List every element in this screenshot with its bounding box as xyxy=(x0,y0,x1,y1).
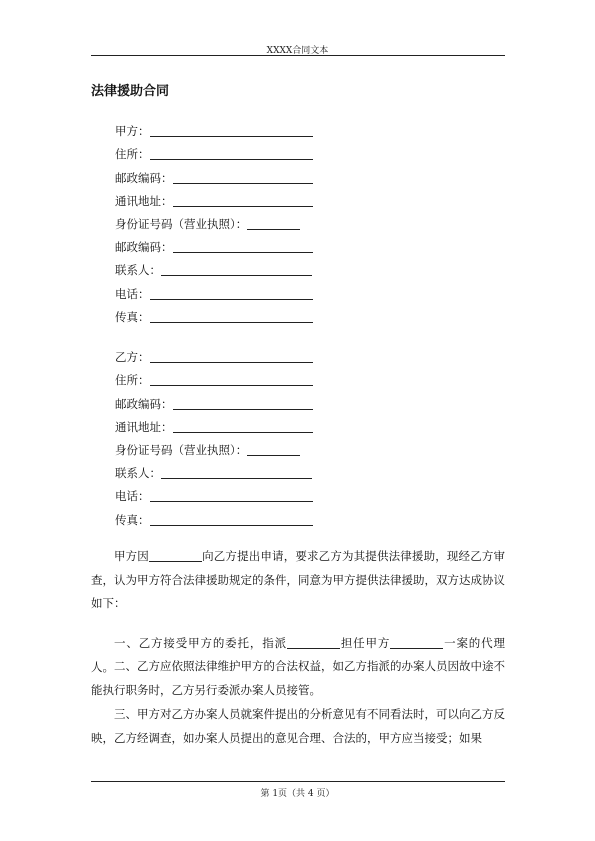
party-b-field xyxy=(115,505,313,528)
fill-in-blank[interactable] xyxy=(390,635,443,649)
party-a-field xyxy=(115,303,313,326)
clause-2-paragraph: 二、乙方应依照法律维护甲方的合法权益，如乙方指派的办案人员因故中途不能执行职务时，乙方另行委派办案人员接管。 xyxy=(91,659,505,697)
fill-in-line[interactable] xyxy=(173,409,313,410)
field-label: 邮政编码： xyxy=(115,170,173,185)
field-label: 通讯地址： xyxy=(115,419,173,434)
intro-paragraph xyxy=(91,545,505,616)
field-label: 电话： xyxy=(115,286,150,301)
fill-in-line[interactable] xyxy=(150,385,313,386)
fill-in-line[interactable] xyxy=(150,299,313,300)
field-label: 传真： xyxy=(115,512,150,527)
field-label: 邮政编码： xyxy=(115,396,173,411)
party-a-field xyxy=(115,163,313,186)
clause-1-text-1: 一、乙方接受甲方的委托，指派 xyxy=(114,636,287,650)
party-a-field xyxy=(115,233,313,256)
party-b-field xyxy=(115,413,313,436)
field-label: 邮政编码： xyxy=(115,240,173,255)
footer-divider xyxy=(91,781,505,782)
field-label: 联系人： xyxy=(115,466,161,481)
party-a-field xyxy=(115,117,313,140)
field-label: 身份证号码（营业执照）： xyxy=(115,442,248,457)
fill-in-line[interactable] xyxy=(173,183,313,184)
field-label: 身份证号码（营业执照）： xyxy=(115,216,248,231)
party-a-field xyxy=(115,210,313,233)
field-label: 甲方： xyxy=(115,124,150,139)
clause-3-paragraph: 三、甲方对乙方办案人员就案件提出的分析意见有不同看法时，可以向乙方反映，乙方经调查，如办案人员提出的意见合理、合法的，甲方应当接受；如果 xyxy=(91,707,505,745)
fill-in-line[interactable] xyxy=(173,432,313,433)
party-b-block xyxy=(115,343,313,529)
intro-text-2: 向乙方提出申请，要求乙方为其提供法律援助，现经乙方审查，认为甲方符合法律援助规定的条件，同意为甲方提供法律援助，双方达成协议如下： xyxy=(91,549,506,610)
fill-in-line[interactable] xyxy=(161,275,312,276)
fill-in-blank[interactable] xyxy=(149,548,202,562)
clause-1-text-3: 一案的代理人。 xyxy=(91,636,506,674)
fill-in-line[interactable] xyxy=(150,525,313,526)
party-b-field xyxy=(115,343,313,366)
field-label: 传真： xyxy=(115,309,150,324)
party-a-field xyxy=(115,140,313,163)
fill-in-line[interactable] xyxy=(161,478,312,479)
party-a-field xyxy=(115,187,313,210)
party-b-field xyxy=(115,366,313,389)
fill-in-line[interactable] xyxy=(150,322,313,323)
intro-text-1: 甲方因 xyxy=(114,549,149,563)
fill-in-line[interactable] xyxy=(150,501,313,502)
field-label: 住所： xyxy=(115,147,150,162)
fill-in-line[interactable] xyxy=(150,136,313,137)
field-label: 住所： xyxy=(115,373,150,388)
field-label: 通讯地址： xyxy=(115,193,173,208)
party-b-field xyxy=(115,436,313,459)
fill-in-line[interactable] xyxy=(150,362,313,363)
fill-in-line[interactable] xyxy=(173,206,313,207)
field-label: 电话： xyxy=(115,489,150,504)
party-a-field xyxy=(115,256,313,279)
party-b-field xyxy=(115,482,313,505)
field-label: 乙方： xyxy=(115,350,150,365)
party-b-field xyxy=(115,389,313,412)
party-a-field xyxy=(115,279,313,302)
party-a-block xyxy=(115,117,313,326)
fill-in-blank[interactable] xyxy=(287,635,340,649)
header-divider xyxy=(91,55,505,56)
page-number: 第 1页（共 4 页） xyxy=(260,789,335,799)
page-header: XXXX合同文本 xyxy=(266,46,329,56)
clause-1-text-2: 担任甲方 xyxy=(339,636,391,650)
document-title: 法律援助合同 xyxy=(91,84,170,99)
fill-in-line[interactable] xyxy=(150,159,313,160)
field-label: 联系人： xyxy=(115,263,161,278)
party-b-field xyxy=(115,459,313,482)
fill-in-line[interactable] xyxy=(173,252,313,253)
fill-in-line[interactable] xyxy=(247,455,300,456)
fill-in-line[interactable] xyxy=(247,229,300,230)
